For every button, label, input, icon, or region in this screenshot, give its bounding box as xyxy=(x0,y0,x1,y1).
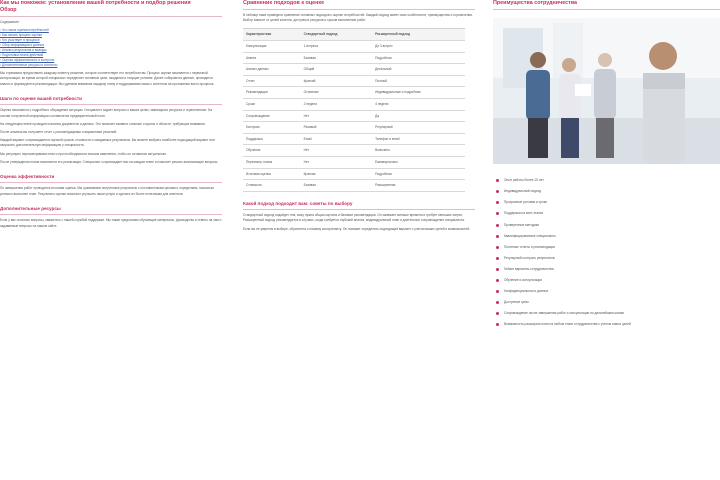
section-heading: Оценка эффективности xyxy=(0,173,55,179)
paragraph: По завершении работ проводится итоговая оценка. Мы сравниваем полученные результаты с поставленными целями и определяем, насколько успешно выполнен план. Результаты оценки помогают улучшить наши услуги и сделать их более полезными для клиентов. xyxy=(0,186,215,196)
table-cell: Обучение xyxy=(243,145,301,157)
table-cell: Подробная xyxy=(372,52,465,64)
middle-column xyxy=(243,0,475,480)
table-row xyxy=(243,98,465,110)
list-item: Прозрачные условия и сроки xyxy=(493,200,720,205)
table-cell: Нет xyxy=(301,110,372,122)
table-cell: Нет xyxy=(301,145,372,157)
divider xyxy=(243,9,475,10)
page-title-continued: Обзор xyxy=(0,7,17,13)
contents-link[interactable]: • Сбор информации и данных xyxy=(0,43,222,48)
table-header: Характеристика xyxy=(243,29,301,41)
paragraph: После анализа вы получаете отчет с рекомендациями и вариантами решений. xyxy=(0,129,118,134)
list-item: Понятные отчеты и рекомендации xyxy=(493,245,720,250)
list-item: Квалифицированные специалисты xyxy=(493,234,720,239)
divider xyxy=(0,182,222,183)
paragraph: Каждый вариант сопровождается оценкой сроков, стоимости и ожидаемых результатов. Вы можете выбрать наиболее подходящий вариант или запросить дополнительную информацию у специалиста. xyxy=(0,138,215,148)
table-cell: Регулярный xyxy=(372,122,465,134)
list-item: Возможность расширить план на любом этапе сотрудничества с учетом новых целей xyxy=(493,322,720,327)
table-intro: В таблице ниже приведено сравнение основных подходов к оценке потребностей. Каждый подход имеет свои особенности, преимущества и ограничения. Выбор зависит от целей клиента, доступных ресурсов и сроков выполнения работ. xyxy=(243,13,473,23)
paragraph: Стандартный подход подойдет тем, кому нужна общая картина и базовые рекомендации. Он занимает меньше времени и требует меньших затрат. Расширенный подход рекомендуется в случаях, когда требуется глубокий анализ, индивидуальный план и длительное сопровождение специалиста. xyxy=(243,213,465,223)
table-row xyxy=(243,87,465,99)
paragraph: Мы стремимся предоставить каждому клиенту решение, которое соответствует его потребностям. Процесс оценки начинается с первичной консультации, во время которой специалист определяет основные цели, ожидания и текущие условия. Далее собираются данные, проводится анализ и формируются рекомендации. Мы уделяем внимание каждому этапу и поддерживаем связь с клиентом на протяжении всего процесса. xyxy=(0,71,215,86)
right-column xyxy=(493,0,720,480)
divider xyxy=(0,16,222,17)
paragraph: На следующем этапе проводится анализ документов и данных. Это помогает выявить сильные стороны и области, требующие внимания. xyxy=(0,121,206,126)
table-cell: Подробная xyxy=(372,168,465,180)
list-item: Сопровождение после завершения работ и консультации по дальнейшим шагам xyxy=(493,311,720,316)
contents-link[interactable]: • Что такое оценка потребностей xyxy=(0,28,222,33)
table-cell: Телефон и email xyxy=(372,133,465,145)
section-heading: Шаги по оценке вашей потребности xyxy=(0,95,82,101)
paragraph: После утверждения плана начинается его реализация. Специалист сопровождает вас на каждом этапе и помогает решать возникающие вопросы. xyxy=(0,159,219,164)
contents-link[interactable]: • Дополнительные ресурсы и контакты xyxy=(0,63,222,68)
table-cell: Включено xyxy=(372,145,465,157)
table-cell: Сопровождение xyxy=(243,110,301,122)
table-cell: Сроки xyxy=(243,98,301,110)
table-row xyxy=(243,133,465,145)
table-cell: Итоговая оценка xyxy=(243,168,301,180)
contents-link[interactable]: • Подготовка плана действий xyxy=(0,53,222,58)
table-row xyxy=(243,41,465,53)
table-cell: Контроль xyxy=(243,122,301,134)
table-row xyxy=(243,52,465,64)
paragraph: Оценка начинается с подробного обсуждения ситуации. Специалист задает вопросы о ваших целях, имеющихся ресурсах и ограничениях. На основе полученной информации составляется предварительный план. xyxy=(0,108,213,118)
table-cell: Ежеквартально xyxy=(372,156,465,168)
table-cell: Краткая xyxy=(301,168,372,180)
table-cell: Да xyxy=(372,110,465,122)
contents-list xyxy=(0,28,222,68)
table-cell: Отчет xyxy=(243,75,301,87)
paragraph: Мы регулярно пересматриваем план и при необходимости вносим изменения, чтобы он оставался актуальным. xyxy=(0,151,167,156)
table-cell: Анкета xyxy=(243,52,301,64)
table-cell: Полный xyxy=(372,75,465,87)
divider xyxy=(0,214,222,215)
table-body xyxy=(243,41,465,192)
table-cell: 2 недели xyxy=(301,98,372,110)
contents-intro: Содержание: xyxy=(0,20,20,24)
left-column xyxy=(0,0,222,480)
table-row xyxy=(243,75,465,87)
table-cell: Email xyxy=(301,133,372,145)
contents-link[interactable]: • Как начать процесс оценки xyxy=(0,33,222,38)
table-cell: Детальный xyxy=(372,64,465,76)
table-row xyxy=(243,168,465,180)
table-row xyxy=(243,64,465,76)
list-item: Индивидуальный подход xyxy=(493,189,720,194)
page-title: Как мы поможем: установление вашей потребности и подбор решения xyxy=(0,0,191,6)
comparison-table xyxy=(243,28,465,191)
table-row xyxy=(243,110,465,122)
list-item: Гибкие варианты сотрудничества xyxy=(493,267,720,272)
table-row xyxy=(243,122,465,134)
list-item: Доступные цены xyxy=(493,300,720,305)
table-row xyxy=(243,180,465,192)
table-cell: Общий xyxy=(301,64,372,76)
table-cell: Основные xyxy=(301,87,372,99)
table-cell: 1 встреча xyxy=(301,41,372,53)
list-item: Проверенные методики xyxy=(493,223,720,228)
table-cell: Расширенная xyxy=(372,180,465,192)
table-header-row xyxy=(243,29,465,41)
divider xyxy=(493,9,720,10)
section-heading: Какой подход подходит вам: советы по выбору xyxy=(243,200,353,206)
table-cell: Индивидуальные и подробные xyxy=(372,87,465,99)
section-title: Преимущества сотрудничества xyxy=(493,0,578,6)
list-item: Регулярный контроль результатов xyxy=(493,256,720,261)
list-item: Опыт работы более 15 лет xyxy=(493,178,720,183)
section-heading: Дополнительные ресурсы xyxy=(0,205,61,211)
table-row xyxy=(243,145,465,157)
list-item: Конфиденциальность данных xyxy=(493,289,720,294)
table-cell: Краткий xyxy=(301,75,372,87)
table-cell: Базовая xyxy=(301,52,372,64)
benefits-list xyxy=(493,178,720,327)
divider xyxy=(243,209,475,210)
table-header: Расширенный подход xyxy=(372,29,465,41)
table-header: Стандартный подход xyxy=(301,29,372,41)
table-cell: До 3 встреч xyxy=(372,41,465,53)
divider xyxy=(0,104,222,105)
table-cell: Рекомендации xyxy=(243,87,301,99)
contents-link[interactable]: • Кто участвует в процессе xyxy=(0,38,222,43)
table-cell: 4 недели xyxy=(372,98,465,110)
section-title: Сравнение подходов к оценке xyxy=(243,0,325,6)
table-cell: Нет xyxy=(301,156,372,168)
table-cell: Анализ данных xyxy=(243,64,301,76)
contents-link[interactable]: • Анализ результатов и выводы xyxy=(0,48,222,53)
list-item: Поддержка на всех этапах xyxy=(493,211,720,216)
table-cell: Базовая xyxy=(301,180,372,192)
team-photo xyxy=(493,18,720,164)
table-cell: Консультация xyxy=(243,41,301,53)
table-cell: Поддержка xyxy=(243,133,301,145)
table-row xyxy=(243,156,465,168)
table-cell: Разовый xyxy=(301,122,372,134)
list-item: Обучение и консультации xyxy=(493,278,720,283)
paragraph: Если вы не уверены в выборе, обратитесь к нашему консультанту. Он поможет определить подходящий вариант с учетом ваших целей и возможностей. xyxy=(243,226,470,231)
table-cell: Стоимость xyxy=(243,180,301,192)
contents-link[interactable]: • Оценка эффективности и контроль xyxy=(0,58,222,63)
table-cell: Пересмотр плана xyxy=(243,156,301,168)
paragraph: Если у вас остались вопросы, свяжитесь с нашей службой поддержки. Мы также предлагаем обучающие материалы, руководства и ответы на часто задаваемые вопросы на нашем сайте. xyxy=(0,218,222,228)
